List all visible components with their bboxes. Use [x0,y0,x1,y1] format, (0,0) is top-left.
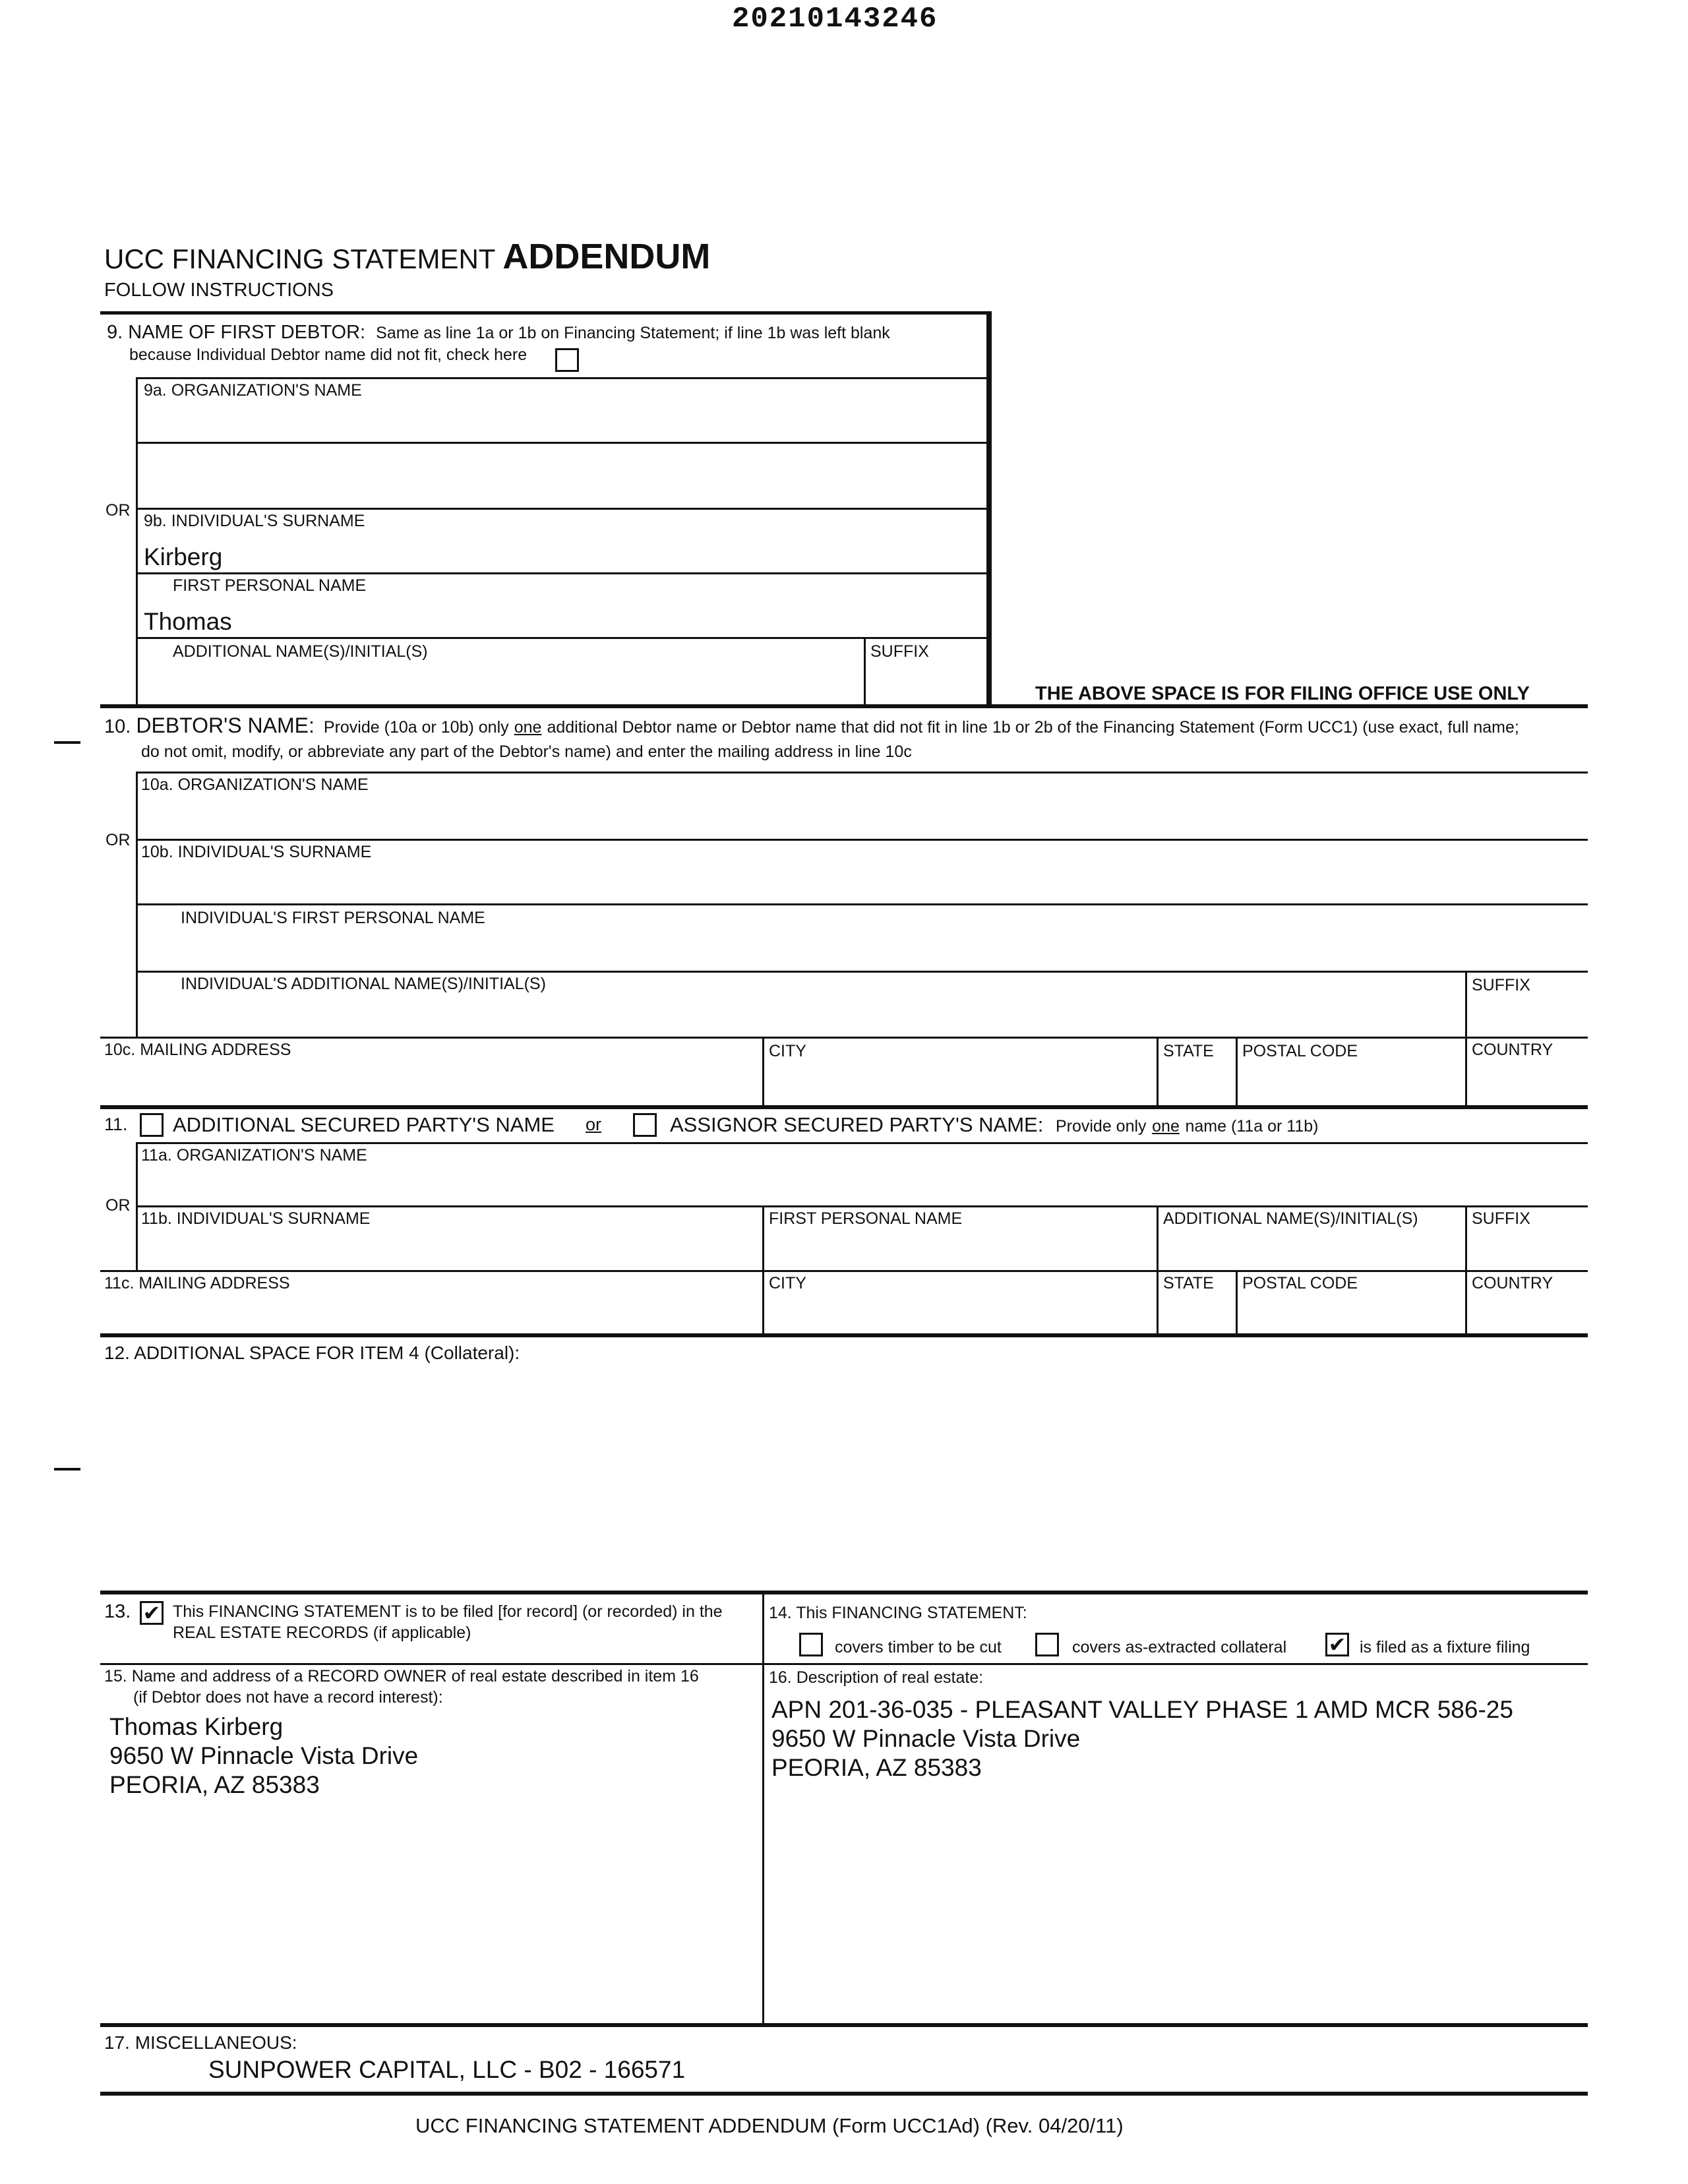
sec14-extracted-label: covers as-extracted collateral [1072,1638,1287,1656]
sec9-additional-label: ADDITIONAL NAME(S)/INITIAL(S) [173,642,428,661]
document-number: 20210143246 [732,3,938,36]
sec10-top-line [100,704,1588,708]
sec15-label1: 15. Name and address of a RECORD OWNER of real estate described in item 16 [104,1667,699,1685]
sec17-top-line [100,2023,1588,2027]
sec11-assignor-label: ASSIGNOR SECURED PARTY'S NAME: Provide only one name (11a or 11b) [670,1113,1319,1136]
margin-mark-2 [54,1468,80,1471]
sec10a-label: 10a. ORGANIZATION'S NAME [141,775,369,794]
sec14-check-icon: ✔ [1328,1632,1346,1657]
sec17-value: SUNPOWER CAPITAL, LLC - B02 - 166571 [208,2056,686,2083]
sec16-city: PEORIA, AZ 85383 [771,1754,982,1781]
sec17-label: 17. MISCELLANEOUS: [104,2032,297,2053]
sec16-label: 16. Description of real estate: [769,1668,984,1687]
sec13-top-line [100,1591,1588,1594]
sec14-fixture-label: is filed as a fixture filing [1360,1638,1530,1656]
margin-mark-1 [54,741,80,744]
sec10-first-label: INDIVIDUAL'S FIRST PERSONAL NAME [181,909,485,927]
sec10-suffix-divider [1465,971,1467,1107]
sec11a-label: 11a. ORGANIZATION'S NAME [141,1146,367,1165]
sec17-bottom-line [100,2092,1588,2096]
sec14-label: 14. This FINANCING STATEMENT: [769,1604,1027,1622]
sec10-postal-divider [1236,1037,1238,1107]
sec9-suffix-divider [864,637,866,707]
sec11-postal-label: POSTAL CODE [1242,1274,1358,1292]
sec11-city-label: CITY [769,1274,806,1292]
sec16-apn: APN 201-36-035 - PLEASANT VALLEY PHASE 1 AMD MCR 586-25 [771,1696,1513,1723]
sec11b-label: 11b. INDIVIDUAL'S SURNAME [141,1209,371,1228]
sec16-street: 9650 W Pinnacle Vista Drive [771,1725,1081,1752]
sec9-heading: 9. NAME OF FIRST DEBTOR: Same as line 1a or 1b on Financing Statement; if line 1b was left blank [107,322,890,343]
sec15-owner-street: 9650 W Pinnacle Vista Drive [109,1742,419,1769]
sec15-label2: (if Debtor does not have a record interest): [133,1688,443,1707]
sec11-assignor-checkbox[interactable] [633,1113,657,1137]
sec9-line-b [136,442,988,444]
form-title [104,236,710,277]
sec11-or: OR [106,1196,131,1215]
sec11-suffix-label: SUFFIX [1472,1209,1530,1228]
sec11-line-b [136,1205,1588,1207]
sec11-additional-label2: ADDITIONAL NAME(S)/INITIAL(S) [1163,1209,1418,1228]
sec13-text2: REAL ESTATE RECORDS (if applicable) [173,1623,471,1642]
sec14-timber-label: covers timber to be cut [835,1638,1002,1656]
sec9-first-value: Thomas [144,608,232,635]
sec11-additional-checkbox[interactable] [140,1113,164,1137]
sec10-line-c [136,903,1588,905]
sec10b-label: 10b. INDIVIDUAL'S SURNAME [141,843,372,861]
sec9-line-c [136,508,988,510]
sec10-line-a [136,772,1588,774]
sec14-timber-checkbox[interactable] [799,1633,823,1656]
sec10-state-label: STATE [1163,1042,1214,1060]
sec9-line-e [136,637,988,639]
sec13-checkbox[interactable] [140,1601,164,1625]
sec9-top-line [100,311,992,315]
sec11-postal-divider [1236,1270,1238,1335]
sec9-suffix-label: SUFFIX [870,642,929,661]
center-divider [762,1594,764,2024]
form-footer: UCC FINANCING STATEMENT ADDENDUM (Form UCC1Ad) (Rev. 04/20/11) [415,2114,1124,2137]
sec10-text2: do not omit, modify, or abbreviate any part of the Debtor's name) and enter the mailing address in line 10c [141,743,912,761]
sec9a-label: 9a. ORGANIZATION'S NAME [144,381,362,400]
filing-office-note: THE ABOVE SPACE IS FOR FILING OFFICE USE ONLY [1035,683,1530,704]
form-title-bold: ADDENDUM [502,237,711,276]
sec14-extracted-checkbox[interactable] [1035,1633,1059,1656]
sec10-state-divider [1157,1037,1159,1107]
sec10-suffix-label: SUFFIX [1472,976,1530,994]
sec11-line-a [136,1142,1588,1144]
sec9-text2: because Individual Debtor name did not fit, check here [129,346,528,364]
sec11-or-word: or [586,1114,602,1134]
follow-instructions: FOLLOW INSTRUCTIONS [104,280,334,301]
sec15-owner-name: Thomas Kirberg [109,1713,284,1740]
sec9b-label: 9b. INDIVIDUAL'S SURNAME [144,512,365,530]
sec11-state-label: STATE [1163,1274,1214,1292]
sec10-additional-label: INDIVIDUAL'S ADDITIONAL NAME(S)/INITIAL(S) [181,975,546,993]
sec9-check-here-box[interactable] [555,348,579,372]
sec13-text1: This FINANCING STATEMENT is to be filed [for record] (or recorded) in the [173,1602,723,1621]
sec9-line-a [136,377,988,379]
sec10-heading: 10. DEBTOR'S NAME: Provide (10a or 10b) only one additional Debtor name or Debtor name that did not fit in line 1b or 2b of the Financing Statement (Form UCC1) (use exact, full name; [104,713,1519,737]
sec9-first-label: FIRST PERSONAL NAME [173,576,367,595]
sec10-line-e [100,1037,1588,1039]
sec15-owner-city: PEORIA, AZ 85383 [109,1771,320,1798]
sec10-left-border [136,772,138,1037]
sec11-left-border [136,1142,138,1271]
sec11-first-label: FIRST PERSONAL NAME [769,1209,963,1228]
sec10-or: OR [106,831,131,849]
form-title-main: UCC FINANCING STATEMENT [104,243,495,274]
sec11-top-line [100,1105,1588,1109]
sec10-city-label: CITY [769,1042,806,1060]
sec11-state-divider [1157,1270,1159,1335]
sec11-additional-divider [1157,1205,1159,1270]
sec11c-label: 11c. MAILING ADDRESS [104,1274,290,1292]
sec9-left-border [136,377,138,707]
sec14-fixture-checkbox[interactable] [1325,1633,1349,1656]
sec11-country-label: COUNTRY [1472,1274,1553,1292]
sec10-city-divider [762,1037,764,1107]
sec10-line-d [136,971,1588,973]
sec13-check-icon: ✔ [142,1600,161,1625]
sec11-additional-label: ADDITIONAL SECURED PARTY'S NAME [173,1113,555,1136]
sec13-num: 13. [104,1601,131,1622]
sec10-country-label: COUNTRY [1472,1041,1553,1059]
sec12-label: 12. ADDITIONAL SPACE FOR ITEM 4 (Collateral): [104,1343,520,1363]
sec11-line-c [100,1270,1588,1272]
sec11-num: 11. [104,1114,128,1134]
sec10-line-b [136,839,1588,841]
sec15-top-line [100,1663,1588,1665]
sec9b-surname-value: Kirberg [144,543,223,570]
sec9-line-d [136,572,988,574]
sec10-postal-label: POSTAL CODE [1242,1042,1358,1060]
sec10c-label: 10c. MAILING ADDRESS [104,1041,291,1059]
sec9-or: OR [106,501,131,520]
sec12-top-line [100,1333,1588,1337]
